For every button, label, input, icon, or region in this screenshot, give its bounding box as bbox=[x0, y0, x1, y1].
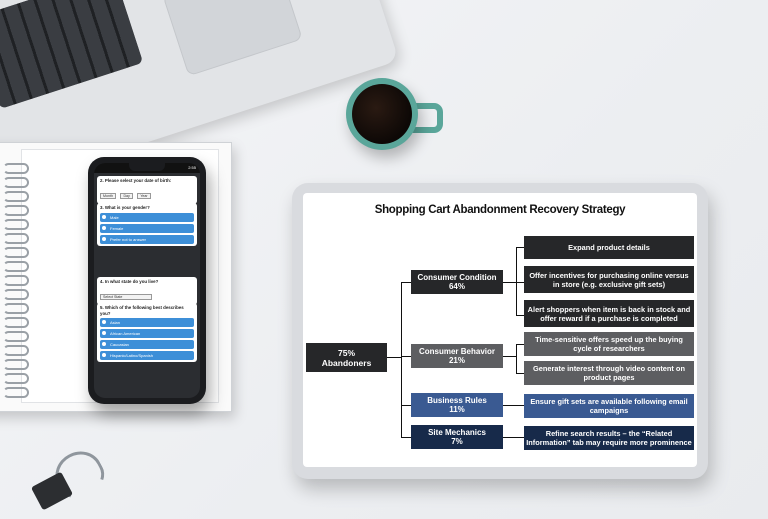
spiral-ring bbox=[3, 261, 29, 272]
root-label: Abandoners bbox=[321, 357, 372, 368]
connector-line bbox=[516, 344, 517, 373]
question-state bbox=[97, 277, 197, 305]
connector-line bbox=[401, 282, 402, 437]
action-text: Generate interest through video content on product pages bbox=[533, 364, 685, 382]
question-label: 2. Please select your date of birth: bbox=[100, 178, 172, 183]
radio-icon bbox=[102, 331, 106, 335]
year-select[interactable]: Year bbox=[137, 193, 150, 199]
radio-icon bbox=[102, 342, 106, 346]
question-dob bbox=[97, 176, 197, 204]
action-text: Expand product details bbox=[568, 243, 650, 252]
connector-line bbox=[401, 282, 411, 283]
question-gender bbox=[97, 203, 197, 246]
radio-icon bbox=[102, 237, 106, 241]
category-percent: 11% bbox=[449, 405, 465, 414]
action-text: Alert shoppers when item is back in stock and offer reward if a purchase is completed bbox=[527, 304, 691, 323]
status-bar: 2:55 bbox=[94, 163, 200, 173]
smartphone bbox=[88, 157, 206, 404]
connector-line bbox=[516, 282, 524, 283]
connector-line bbox=[401, 437, 411, 438]
option-label: Caucasian bbox=[110, 342, 129, 347]
connector-line bbox=[503, 437, 524, 438]
spiral-ring bbox=[3, 163, 29, 174]
question-label: 3. What is your gender? bbox=[100, 205, 150, 210]
spiral-ring bbox=[3, 359, 29, 370]
gender-option[interactable] bbox=[100, 224, 194, 233]
root-node bbox=[306, 343, 387, 372]
option-label: Female bbox=[110, 225, 124, 231]
spiral-ring bbox=[3, 191, 29, 202]
coffee-cup bbox=[346, 78, 418, 150]
action-box bbox=[524, 266, 694, 293]
radio-icon bbox=[102, 353, 106, 357]
ethnicity-option[interactable] bbox=[100, 340, 194, 349]
spiral-ring bbox=[3, 205, 29, 216]
spiral-ring bbox=[3, 303, 29, 314]
spiral-ring bbox=[3, 317, 29, 328]
day-select[interactable]: Day bbox=[120, 193, 132, 199]
action-box bbox=[524, 332, 694, 356]
phone-screen bbox=[94, 163, 200, 398]
action-box bbox=[524, 236, 694, 259]
question-label: 4. In what state do you live? bbox=[100, 279, 159, 284]
action-text: Time-sensitive offers speed up the buying cycle of researchers bbox=[535, 335, 683, 353]
laptop-trackpad bbox=[162, 0, 302, 76]
connector-line bbox=[401, 405, 411, 406]
connector-line bbox=[503, 282, 516, 283]
category-name: Consumer Behavior bbox=[418, 347, 496, 356]
option-label: Hispanic/Latino/Spanish bbox=[110, 353, 153, 358]
category-name: Consumer Condition bbox=[417, 273, 497, 282]
tablet-screen bbox=[303, 193, 697, 467]
spiral-ring bbox=[3, 247, 29, 258]
category-business-rules bbox=[411, 393, 503, 417]
connector-line bbox=[516, 373, 524, 374]
spiral-ring bbox=[3, 177, 29, 188]
connector-line bbox=[503, 356, 516, 357]
action-box bbox=[524, 394, 694, 418]
category-consumer-condition bbox=[411, 270, 503, 294]
option-label: Male bbox=[110, 214, 119, 220]
connector-line bbox=[503, 405, 524, 406]
connector-line bbox=[516, 315, 524, 316]
action-box bbox=[524, 361, 694, 385]
connector-line bbox=[401, 356, 411, 357]
option-label: African American bbox=[110, 331, 141, 336]
action-text: Offer incentives for purchasing online versus in store (e.g. exclusive gift sets) bbox=[529, 270, 689, 289]
action-box bbox=[524, 300, 694, 327]
action-text: Refine search results – the “Related Information” tab may require more prominence bbox=[526, 429, 692, 447]
spiral-ring bbox=[3, 331, 29, 342]
radio-icon bbox=[102, 215, 106, 219]
spiral-ring bbox=[3, 233, 29, 244]
gender-option[interactable] bbox=[100, 213, 194, 222]
category-percent: 7% bbox=[451, 437, 463, 446]
spiral-ring bbox=[3, 387, 29, 398]
ethnicity-option[interactable] bbox=[100, 329, 194, 338]
ethnicity-option[interactable] bbox=[100, 351, 194, 360]
radio-icon bbox=[102, 226, 106, 230]
option-label: Asian bbox=[110, 320, 121, 325]
action-text: Ensure gift sets are available following email campaigns bbox=[530, 397, 688, 415]
category-consumer-behavior bbox=[411, 344, 503, 368]
category-percent: 64% bbox=[448, 282, 465, 291]
phone-notch bbox=[129, 163, 165, 171]
question-ethnicity bbox=[97, 303, 197, 362]
category-site-mechanics bbox=[411, 425, 503, 449]
month-select[interactable]: Month bbox=[100, 193, 116, 199]
connector-line bbox=[516, 247, 524, 248]
action-box bbox=[524, 426, 694, 450]
spiral-ring bbox=[3, 219, 29, 230]
spiral-ring bbox=[3, 373, 29, 384]
gender-option[interactable] bbox=[100, 235, 194, 244]
question-label: 5. Which of the following best describes you? bbox=[100, 305, 184, 316]
connector-line bbox=[516, 344, 524, 345]
diagram-title: Shopping Cart Abandonment Recovery Strategy bbox=[374, 204, 626, 216]
category-name: Business Rules bbox=[427, 396, 487, 405]
coffee bbox=[352, 84, 412, 144]
option-label: Prefer not to answer bbox=[110, 236, 147, 242]
spiral-ring bbox=[3, 289, 29, 300]
category-name: Site Mechanics bbox=[428, 428, 486, 437]
radio-icon bbox=[102, 320, 106, 324]
spiral-ring bbox=[3, 275, 29, 286]
ethnicity-option[interactable] bbox=[100, 318, 194, 327]
laptop-keyboard bbox=[0, 0, 143, 109]
root-percent: 75% bbox=[337, 347, 355, 358]
connector-line bbox=[387, 357, 401, 358]
state-select[interactable]: Select State bbox=[100, 294, 152, 300]
tablet bbox=[292, 183, 708, 479]
category-percent: 21% bbox=[448, 356, 465, 365]
spiral-ring bbox=[3, 345, 29, 356]
